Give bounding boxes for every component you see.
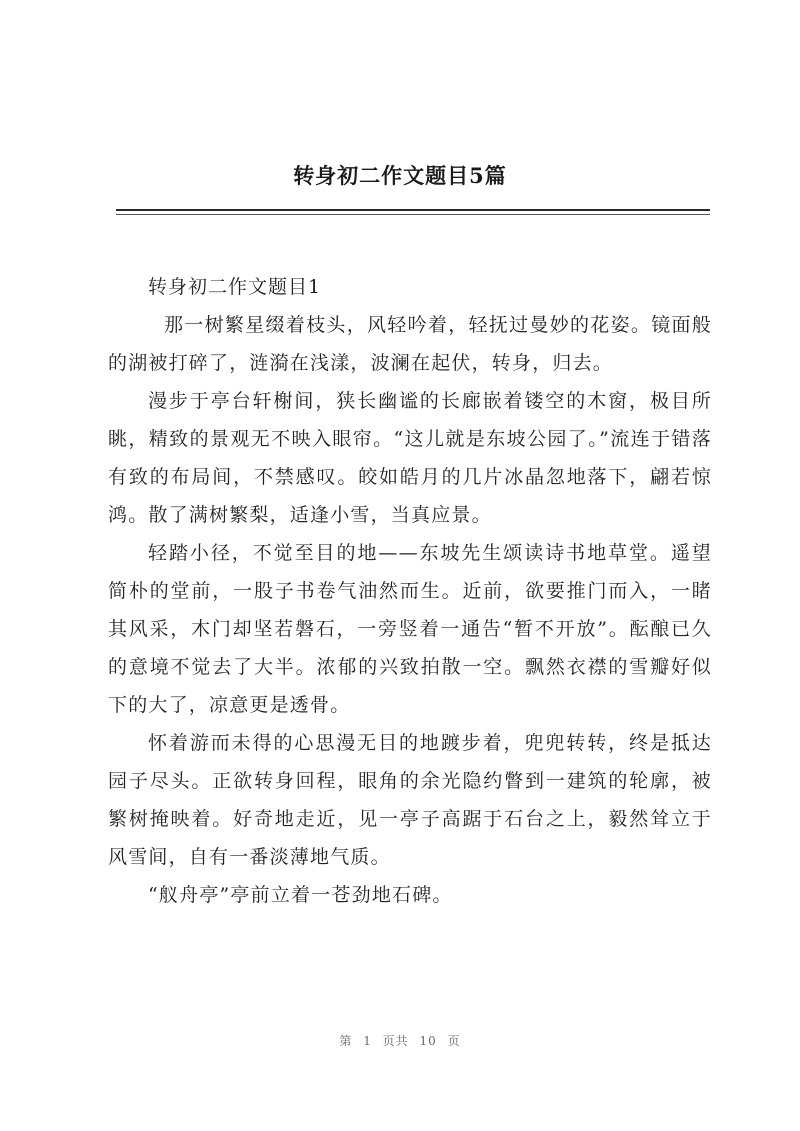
document-title: 转身初二作文题目5篇	[293, 163, 507, 188]
paragraph: 轻踏小径，不觉至目的地——东坡先生颂读诗书地草堂。遥望简朴的堂前，一股子书卷气油然而生。近前，欲要推门而入，一睹其风采，木门却坚若磐石，一旁竖着一通告“暂不开放”。酝酿已久的意境不觉去了大半。浓郁的兴致拍散一空。飘然衣襟的雪瓣好似下的大了，凉意更是透骨。	[108, 542, 712, 716]
paragraph: “舣舟亭”亭前立着一苍劲地石碑。	[148, 884, 453, 906]
document-body	[108, 268, 712, 914]
title-divider-thin	[116, 214, 710, 215]
section-heading: 转身初二作文题目1	[148, 276, 322, 298]
paragraph: 那一树繁星缀着枝头，风轻吟着，轻抚过曼妙的花姿。镜面般的湖被打碎了，涟漪在浅漾，波澜在起伏，转身，归去。	[108, 314, 712, 374]
title-divider	[116, 209, 710, 211]
paragraph: 漫步于亭台轩榭间，狭长幽谧的长廊嵌着镂空的木窗，极目所眺，精致的景观无不映入眼帘。“这儿就是东坡公园了。”流连于错落有致的布局间，不禁感叹。皎如皓月的几片冰晶忽地落下，翩若惊鸿。散了满树繁梨，适逢小雪，当真应景。	[108, 390, 712, 526]
page-number-footer: 第 1 页共 10 页	[339, 1034, 461, 1048]
paragraph: 怀着游而未得的心思漫无目的地踱步着，兜兜转转，终是抵达园子尽头。正欲转身回程，眼角的余光隐约瞥到一建筑的轮廓，被繁树掩映着。好奇地走近，见一亭子高踞于石台之上，毅然耸立于风雪间，自有一番淡薄地气质。	[108, 732, 712, 868]
